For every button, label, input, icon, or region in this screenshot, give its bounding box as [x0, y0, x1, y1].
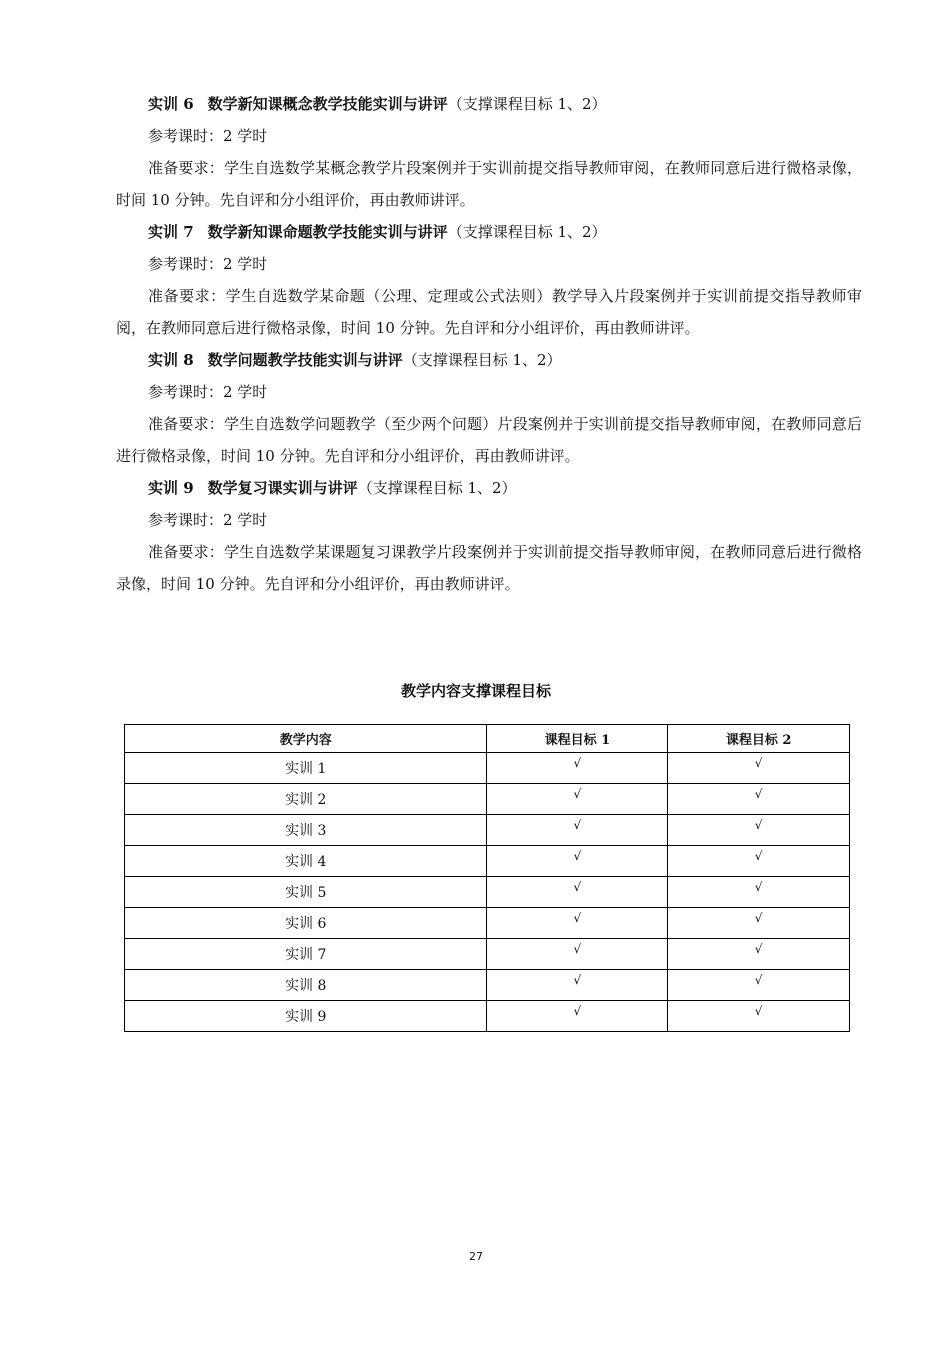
row-label: 实训 3: [125, 815, 487, 846]
section-hours: 参考课时：2 学时: [148, 383, 268, 401]
table-row: [125, 877, 850, 908]
section-heading: [116, 88, 862, 120]
section-title: 数学新知课命题教学技能实训与讲评: [207, 223, 448, 241]
table-row: [125, 846, 850, 877]
table-title: 教学内容支撑课程目标: [400, 682, 551, 700]
header-goal-2: 课程目标 2: [668, 725, 850, 753]
section-prep: 准备要求：学生自选数学某课题复习课教学片段案例并于实训前提交指导教师审阅，在教师同意后进行微格录像，时间 10 分钟。先自评和分小组评价，再由教师讲评。: [116, 543, 862, 593]
section-title: 数学复习课实训与讲评: [207, 479, 358, 497]
table-header-row: [125, 725, 850, 753]
section-support: （支撑课程目标 1、2）: [402, 351, 562, 369]
check-mark: √: [487, 815, 668, 846]
row-label: 实训 6: [125, 908, 487, 939]
check-mark: √: [487, 908, 668, 939]
check-mark: √: [487, 753, 668, 784]
section-prep: 准备要求：学生自选数学某概念教学片段案例并于实训前提交指导教师审阅，在教师同意后进行微格录像，时间 10 分钟。先自评和分小组评价，再由教师讲评。: [116, 159, 862, 209]
table-row: [125, 939, 850, 970]
section-title: 数学新知课概念教学技能实训与讲评: [207, 95, 448, 113]
table-row: [125, 1001, 850, 1032]
row-label: 实训 1: [125, 753, 487, 784]
row-label: 实训 9: [125, 1001, 487, 1032]
check-mark: √: [668, 846, 850, 877]
row-label: 实训 5: [125, 877, 487, 908]
section-heading: [116, 472, 862, 504]
section-hours: 参考课时：2 学时: [148, 511, 268, 529]
document-body: [116, 88, 862, 600]
check-mark: √: [668, 753, 850, 784]
section-hours: 参考课时：2 学时: [148, 255, 268, 273]
check-mark: √: [668, 908, 850, 939]
section-number: 实训 8: [148, 351, 194, 369]
section-title: 数学问题教学技能实训与讲评: [207, 351, 403, 369]
section-prep: 准备要求：学生自选数学某命题（公理、定理或公式法则）教学导入片段案例并于实训前提交指导教师审阅，在教师同意后进行微格录像，时间 10 分钟。先自评和分小组评价，再由教师讲评。: [116, 287, 862, 337]
table-row: [125, 784, 850, 815]
table-row: [125, 815, 850, 846]
section-number: 实训 6: [148, 95, 194, 113]
table-row: [125, 970, 850, 1001]
training-section: [116, 344, 862, 472]
training-section: [116, 88, 862, 216]
check-mark: √: [487, 970, 668, 1001]
training-section: [116, 216, 862, 344]
check-mark: √: [668, 784, 850, 815]
section-support: （支撑课程目标 1、2）: [447, 223, 607, 241]
table-row: [125, 908, 850, 939]
check-mark: √: [487, 939, 668, 970]
header-content: 教学内容: [125, 725, 487, 753]
section-support: （支撑课程目标 1、2）: [357, 479, 517, 497]
table-row: [125, 753, 850, 784]
header-goal-1: 课程目标 1: [487, 725, 668, 753]
check-mark: √: [668, 877, 850, 908]
check-mark: √: [487, 877, 668, 908]
goals-table: [124, 724, 850, 1032]
page-number: 27: [469, 1250, 483, 1263]
check-mark: √: [668, 970, 850, 1001]
row-label: 实训 2: [125, 784, 487, 815]
section-number: 实训 7: [148, 223, 194, 241]
check-mark: √: [487, 1001, 668, 1032]
check-mark: √: [487, 784, 668, 815]
section-number: 实训 9: [148, 479, 194, 497]
row-label: 实训 4: [125, 846, 487, 877]
section-support: （支撑课程目标 1、2）: [447, 95, 607, 113]
check-mark: √: [668, 1001, 850, 1032]
training-section: [116, 472, 862, 600]
row-label: 实训 7: [125, 939, 487, 970]
section-heading: [116, 344, 862, 376]
section-heading: [116, 216, 862, 248]
check-mark: √: [668, 815, 850, 846]
section-prep: 准备要求：学生自选数学问题教学（至少两个问题）片段案例并于实训前提交指导教师审阅，在教师同意后进行微格录像，时间 10 分钟。先自评和分小组评价，再由教师讲评。: [116, 415, 862, 465]
check-mark: √: [668, 939, 850, 970]
row-label: 实训 8: [125, 970, 487, 1001]
section-hours: 参考课时：2 学时: [148, 127, 268, 145]
check-mark: √: [487, 846, 668, 877]
